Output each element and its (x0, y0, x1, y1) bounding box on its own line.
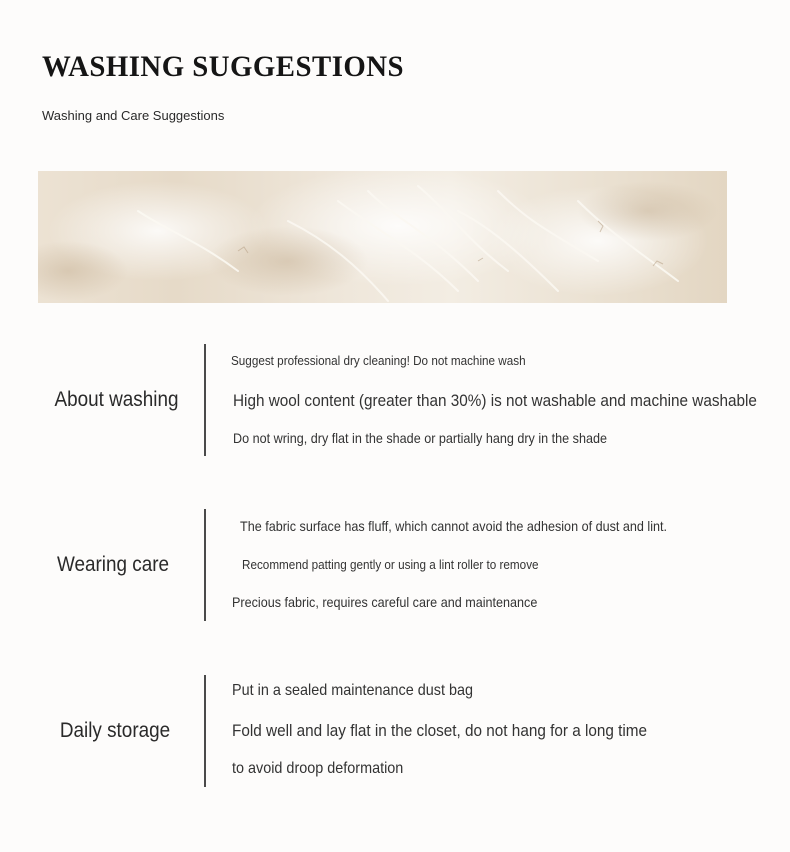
section-label-about-washing: About washing (54, 388, 179, 411)
section-line: Recommend patting gently or using a lint roller to remove (242, 557, 539, 572)
page-subtitle: Washing and Care Suggestions (42, 108, 225, 123)
section-divider (204, 344, 206, 456)
section-label-wearing-care: Wearing care (56, 553, 170, 576)
section-line: to avoid droop deformation (232, 760, 404, 777)
section-line: Suggest professional dry cleaning! Do not machine wash (231, 353, 526, 368)
section-line: Put in a sealed maintenance dust bag (232, 682, 473, 699)
section-divider (204, 509, 206, 621)
section-divider (204, 675, 206, 787)
section-label-daily-storage: Daily storage (59, 719, 171, 742)
section-line: High wool content (greater than 30%) is not washable and machine washable (233, 391, 757, 410)
wool-fiber-banner-image (38, 171, 727, 303)
section-line: Fold well and lay flat in the closet, do not hang for a long time (232, 721, 648, 740)
section-line: The fabric surface has fluff, which cannot avoid the adhesion of dust and lint. (240, 518, 668, 534)
section-line: Do not wring, dry flat in the shade or partially hang dry in the shade (233, 430, 608, 446)
section-line: Precious fabric, requires careful care and maintenance (232, 594, 538, 610)
page-title: WASHING SUGGESTIONS (42, 50, 405, 83)
